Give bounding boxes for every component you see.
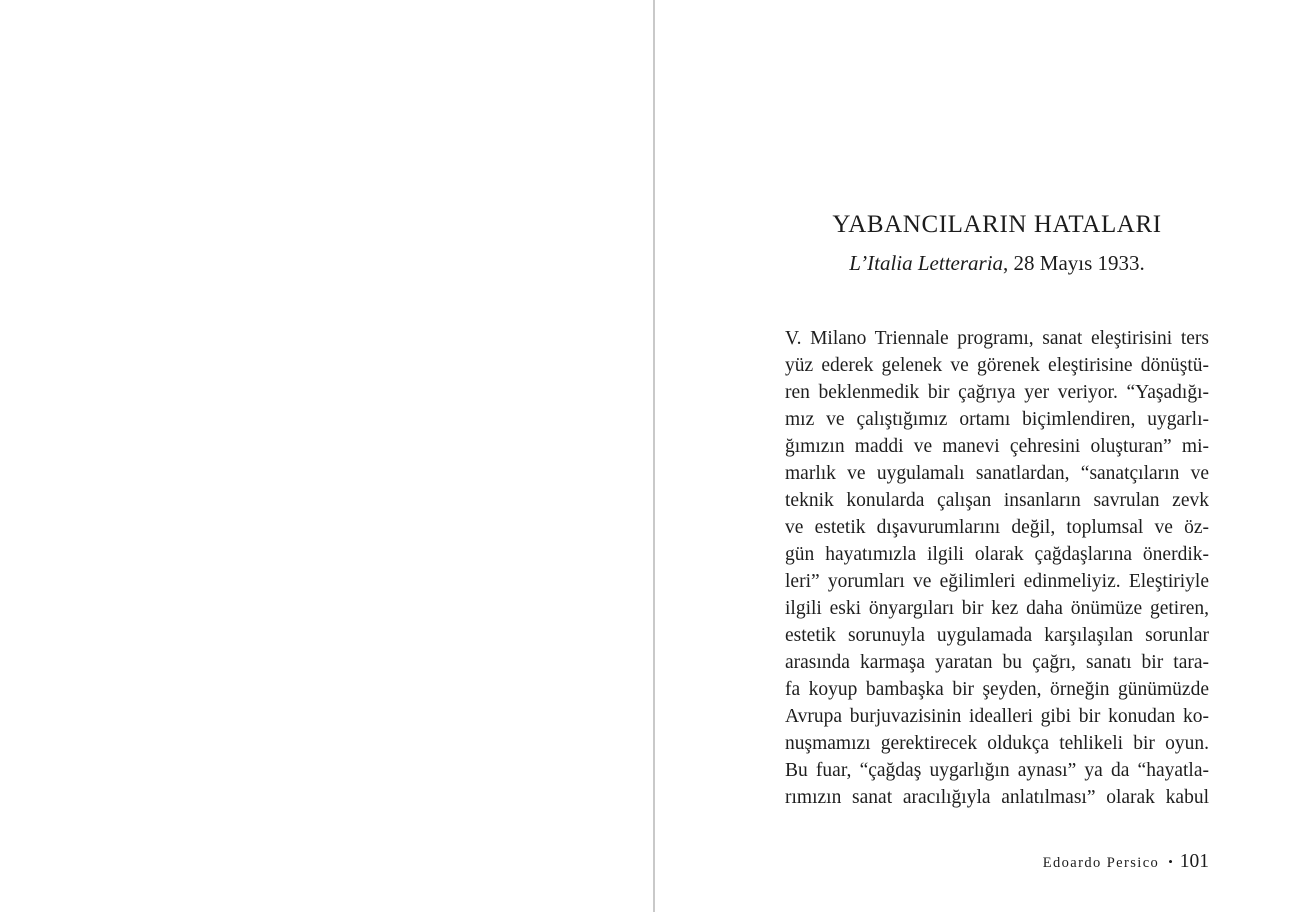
right-page bbox=[655, 0, 1307, 912]
source-work-title: L’Italia Letteraria bbox=[849, 251, 1004, 275]
body-line: rımızın sanat aracılığıyla anlatılması” olarak kabul bbox=[785, 787, 1209, 808]
body-line: V. Milano Triennale programı, sanat eleştirisini ters bbox=[785, 328, 1209, 349]
body-line: yüz ederek gelenek ve görenek eleştirisine dönüştü- bbox=[785, 355, 1209, 376]
article-title: YABANCILARIN HATALARI bbox=[832, 211, 1162, 238]
body-line: estetik sorunuyla uygulamada karşılaşılan sorunlar bbox=[785, 625, 1209, 646]
body-line: Avrupa burjuvazisinin idealleri gibi bir konudan ko- bbox=[785, 706, 1209, 727]
body-line: gün hayatımızla ilgili olarak çağdaşlarına önerdik- bbox=[785, 544, 1209, 565]
running-footer bbox=[785, 851, 1209, 873]
body-line: ilgili eski önyargıları bir kez daha önümüze getiren, bbox=[785, 598, 1209, 619]
body-line: mız ve çalıştığımız ortamı biçimlendiren, uygarlı- bbox=[785, 409, 1209, 430]
footer-author-name: Edoardo Persico bbox=[1042, 855, 1160, 871]
body-line: ğımızın maddi ve manevi çehresini oluşturan” mi- bbox=[785, 436, 1209, 457]
publication-date: , 28 Mayıs 1933. bbox=[1003, 251, 1145, 275]
article-body bbox=[785, 325, 1209, 811]
body-line: arasında karmaşa yaratan bu çağrı, sanatı bir tara- bbox=[785, 652, 1209, 673]
body-line: ren beklenmedik bir çağrıya yer veriyor. “Yaşadığı- bbox=[785, 382, 1209, 403]
body-line: ve estetik dışavurumlarını değil, toplumsal ve öz- bbox=[785, 517, 1209, 538]
left-page-blank bbox=[0, 0, 653, 912]
body-line: marlık ve uygulamalı sanatlardan, “sanatçıların ve bbox=[785, 463, 1209, 484]
page-number: 101 bbox=[1179, 851, 1209, 872]
article-subtitle bbox=[785, 252, 1209, 275]
body-line: leri” yorumları ve eğilimleri edinmeliyiz. Eleştiriyle bbox=[785, 571, 1209, 592]
body-line: fa koyup bambaşka bir şeyden, örneğin günümüzde bbox=[785, 679, 1209, 700]
body-line: nuşmamızı gerektirecek oldukça tehlikeli bir oyun. bbox=[785, 733, 1209, 754]
body-line: teknik konularda çalışan insanların savrulan zevk bbox=[785, 490, 1209, 511]
bullet-separator-icon: • bbox=[1168, 854, 1173, 869]
body-line: Bu fuar, “çağdaş uygarlığın aynası” ya da “hayatla- bbox=[785, 760, 1209, 781]
